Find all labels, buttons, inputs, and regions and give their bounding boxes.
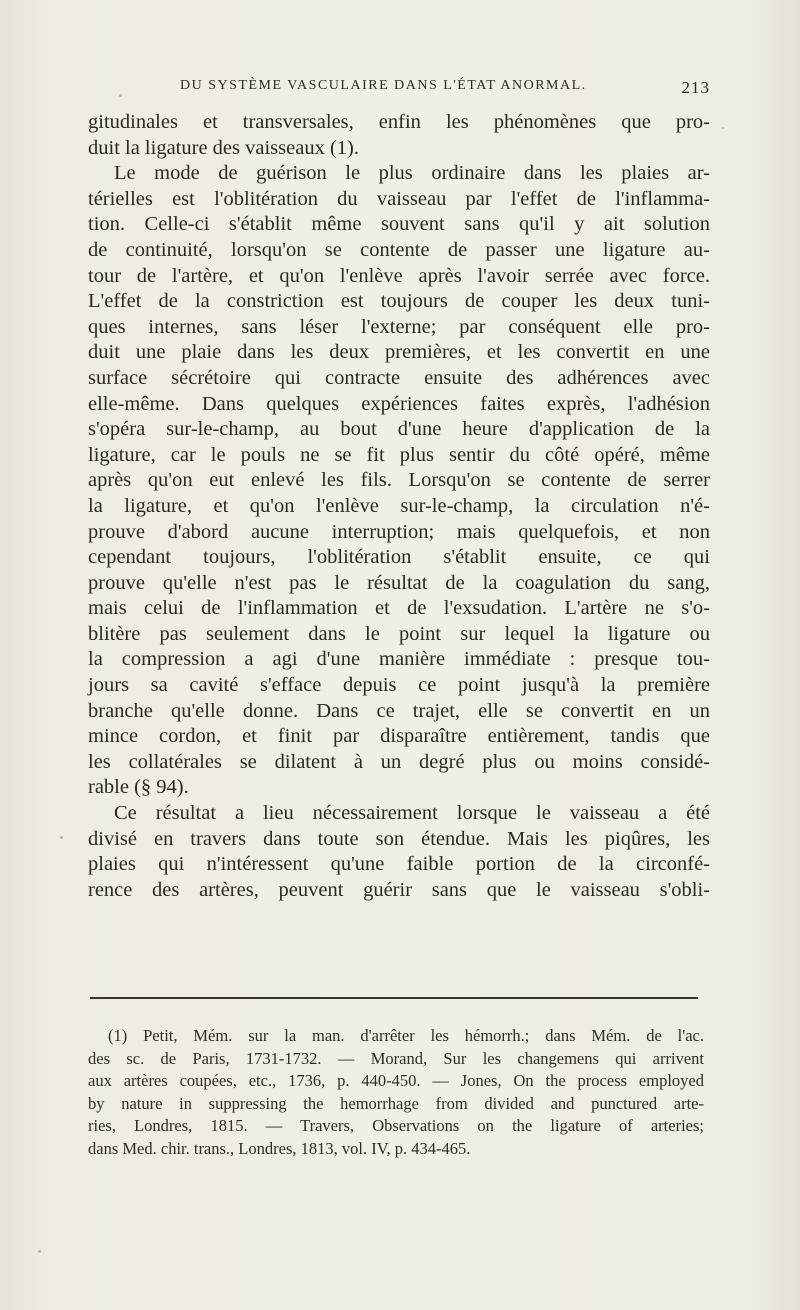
text-line: ligature, car le pouls ne se fit plus sentir du côté opéré, même: [88, 443, 710, 466]
text-line: la compression a agi d'une manière immédiate : presque tou-: [88, 648, 710, 671]
text-line: après qu'on eut enlevé les fils. Lorsqu'on se contente de serrer: [88, 469, 710, 492]
text-line: ques internes, sans léser l'externe; par conséquent elle pro-: [88, 315, 710, 338]
text-line: gitudinales et transversales, enfin les phénomènes que pro-: [88, 111, 710, 133]
page-number: 213: [681, 78, 710, 97]
text-line: branche qu'elle donne. Dans ce trajet, elle se convertit en un: [88, 699, 710, 722]
text-line: Le mode de guérison le plus ordinaire dans les plaies ar-: [114, 162, 710, 185]
text-line: mince cordon, et finit par disparaître entièrement, tandis que: [88, 725, 710, 748]
text-line: duit une plaie dans les deux premières, et les convertit en une: [88, 341, 710, 364]
text-line: mais celui de l'inflammation et de l'exsudation. L'artère ne s'o-: [88, 597, 710, 620]
text-line: de continuité, lorsqu'on se contente de passer une ligature au-: [88, 238, 710, 261]
text-line: divisé en travers dans toute son étendue. Mais les piqûres, les: [88, 827, 710, 850]
text-line: L'effet de la constriction est toujours de couper les deux tuni-: [88, 290, 710, 313]
text-line: tion. Celle-ci s'établit même souvent sans qu'il y ait solution: [88, 213, 710, 236]
text-line: prouve qu'elle n'est pas le résultat de la coagulation du sang,: [88, 571, 710, 594]
paper-speck: [38, 1250, 41, 1253]
body-text: [88, 110, 710, 903]
footnotes: [88, 1025, 704, 1160]
text-line: elle-même. Dans quelques expériences faites exprès, l'adhésion: [88, 392, 710, 415]
text-line: tour de l'artère, et qu'on l'enlève après l'avoir serrée avec force.: [88, 264, 710, 287]
footnote-line: aux artères coupées, etc., 1736, p. 440-450. — Jones, On the process employed: [88, 1071, 704, 1090]
footnote-line: by nature in suppressing the hemorrhage from divided and punctured arte-: [88, 1093, 704, 1113]
footnote-line: ries, Londres, 1815. — Travers, Observations on the ligature of arteries;: [88, 1116, 704, 1135]
footnote-line: des sc. de Paris, 1731-1732. — Morand, Sur les changemens qui arrivent: [88, 1048, 704, 1068]
text-line: s'opéra sur-le-champ, au bout d'une heure d'application de la: [88, 418, 710, 441]
text-line: duit la ligature des vaisseaux (1).: [88, 136, 359, 159]
text-line: prouve d'abord aucune interruption; mais quelquefois, et non: [88, 520, 710, 543]
paper-speck: [722, 127, 724, 129]
paper-speck: [119, 94, 122, 97]
text-line: la ligature, et qu'on l'enlève sur-le-champ, la circulation n'é-: [88, 494, 710, 517]
text-line: surface sécrétoire qui contracte ensuite des adhérences avec: [88, 366, 710, 389]
running-title: DU SYSTÈME VASCULAIRE DANS L'ÉTAT ANORMAL.: [180, 78, 587, 93]
footnote-line: dans Med. chir. trans., Londres, 1813, vol. IV, p. 434-465.: [88, 1138, 471, 1158]
text-line: rable (§ 94).: [88, 776, 189, 799]
footnote-line: (1) Petit, Mém. sur la man. d'arrêter les hémorrh.; dans Mém. de l'ac.: [108, 1026, 704, 1045]
footnote-divider: [90, 997, 698, 999]
text-line: cependant toujours, l'oblitération s'établit ensuite, ce qui: [88, 546, 710, 569]
text-line: Ce résultat a lieu nécessairement lorsque le vaisseau a été: [114, 802, 710, 825]
page-header: [180, 78, 710, 102]
paper-speck: [60, 836, 63, 839]
text-line: plaies qui n'intéressent qu'une faible portion de la circonfé-: [88, 853, 710, 876]
text-line: rence des artères, peuvent guérir sans que le vaisseau s'obli-: [88, 878, 710, 901]
text-line: térielles est l'oblitération du vaisseau par l'effet de l'inflamma-: [88, 187, 710, 210]
text-line: blitère pas seulement dans le point sur lequel la ligature ou: [88, 622, 710, 645]
text-line: les collatérales se dilatent à un degré plus ou moins considé-: [88, 750, 710, 773]
text-line: jours sa cavité s'efface depuis ce point jusqu'à la première: [88, 674, 710, 697]
